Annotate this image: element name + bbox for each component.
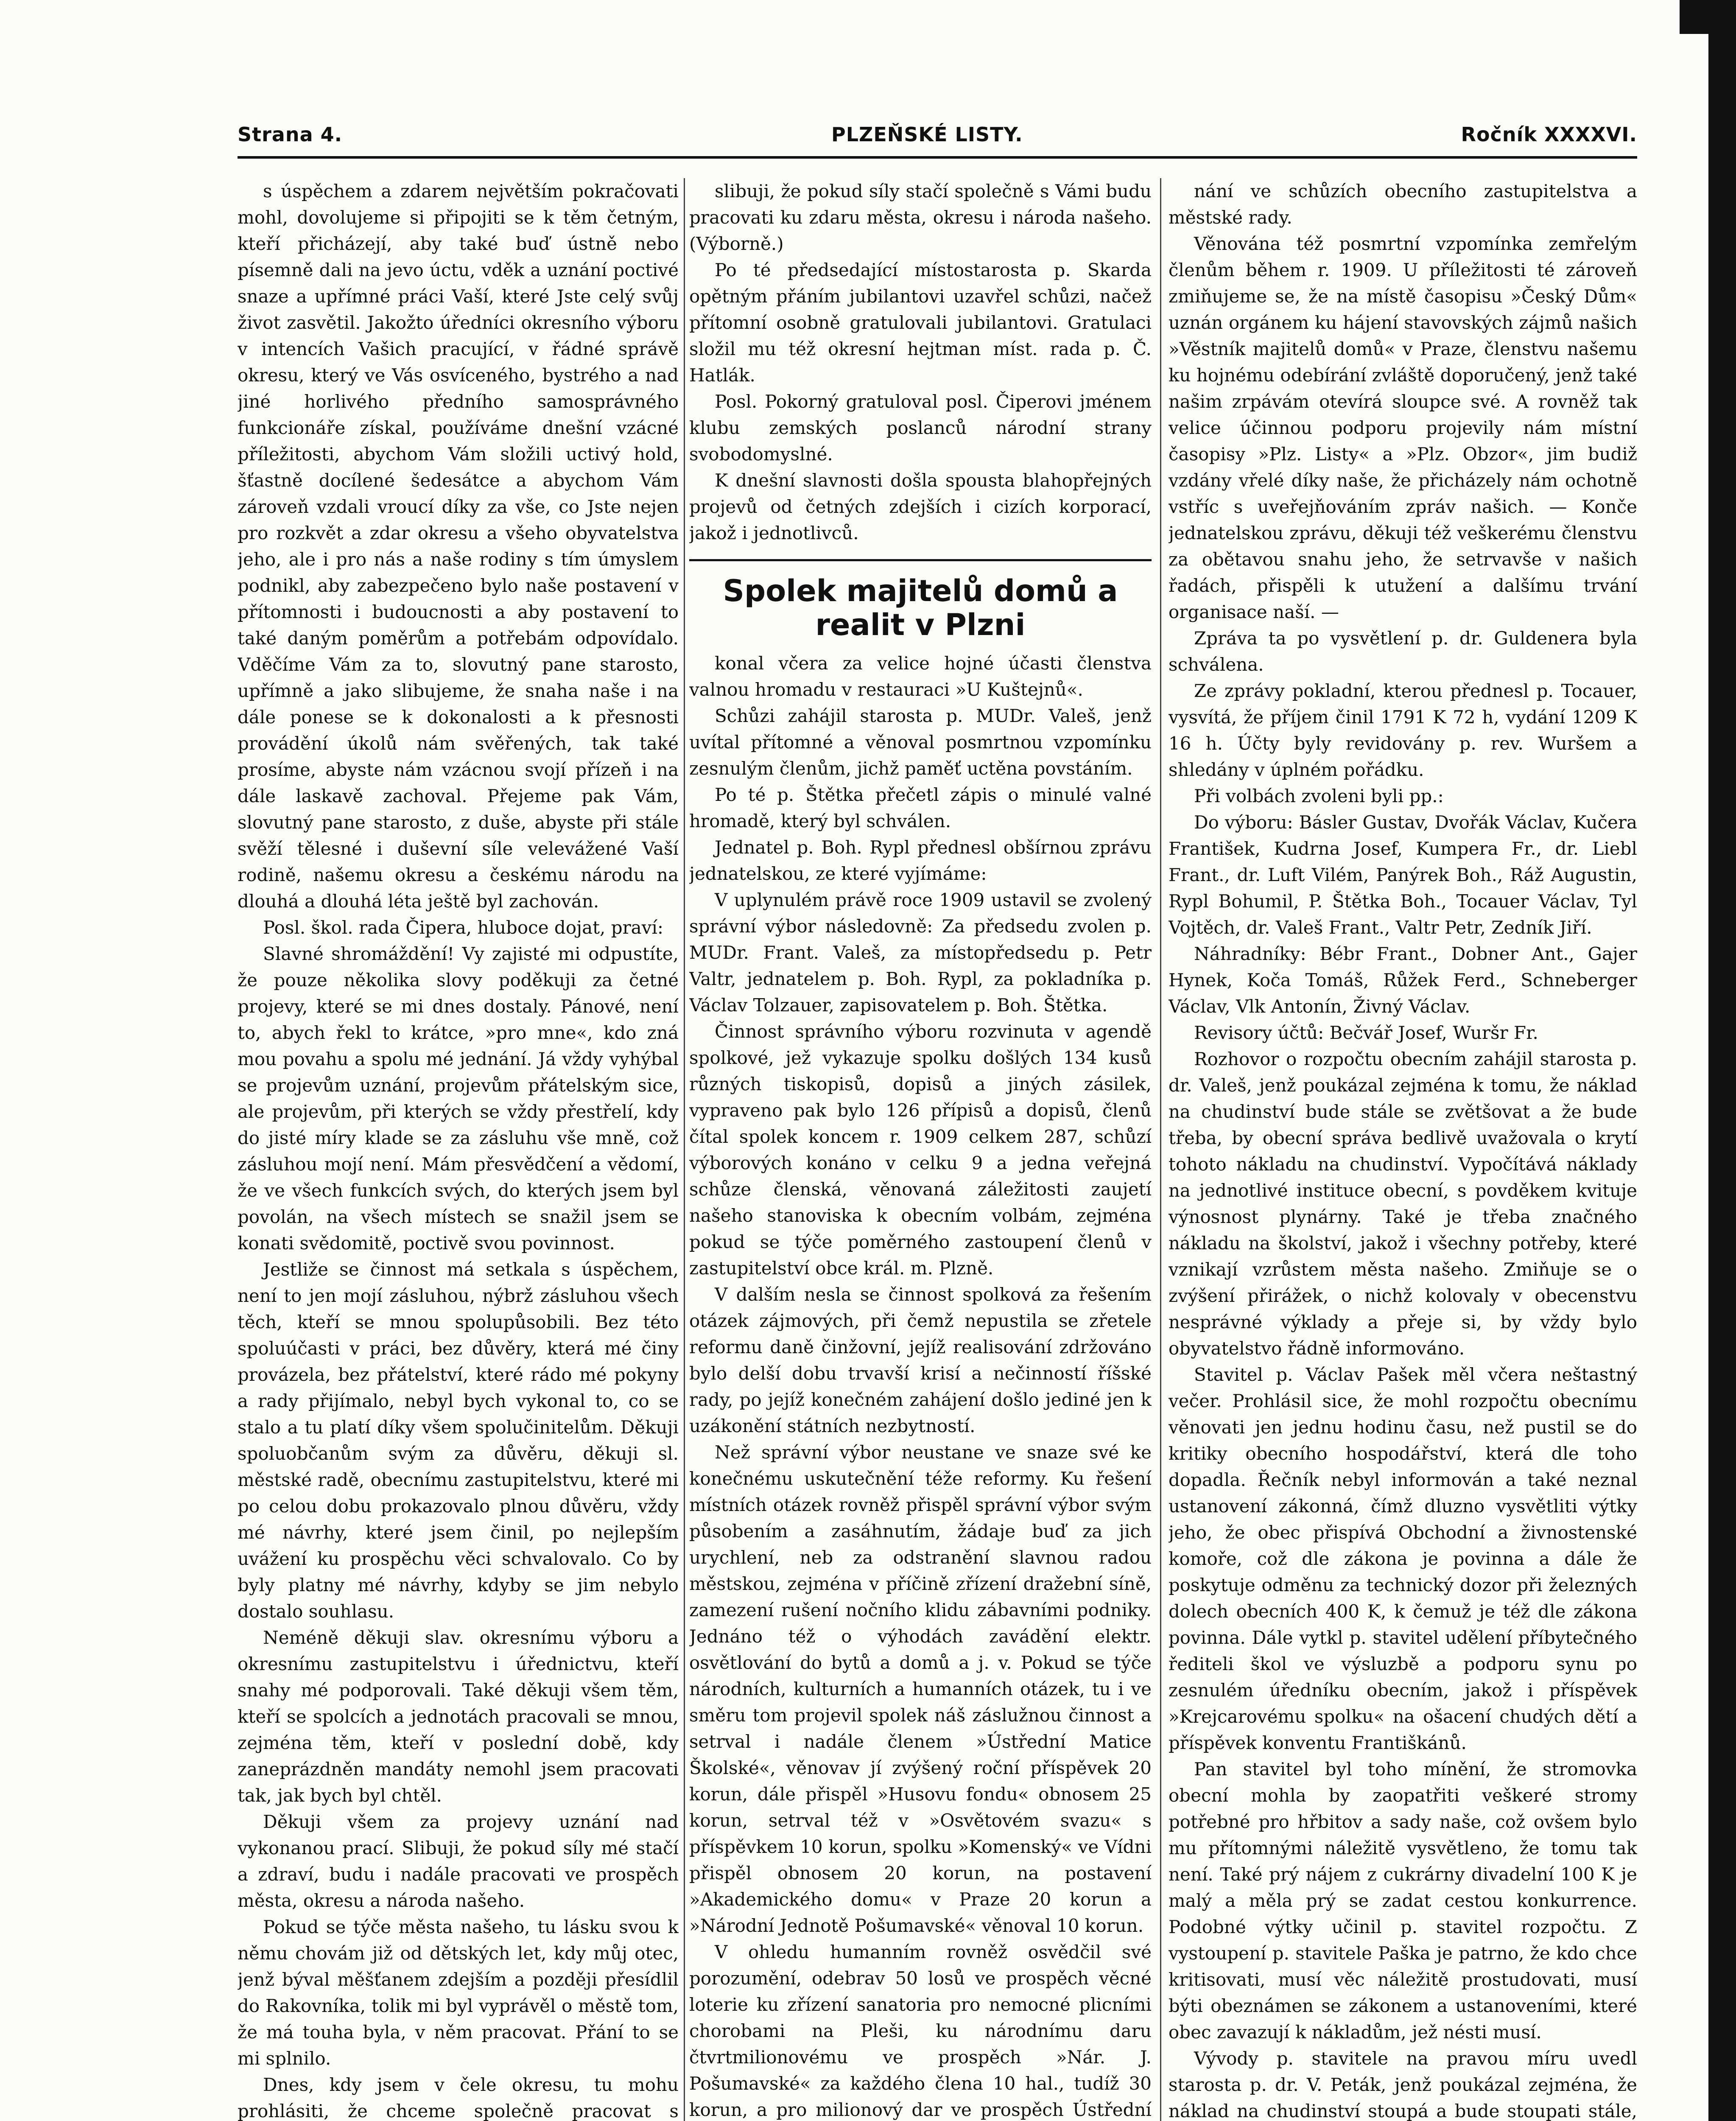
- paragraph: Náhradníky: Bébr Frant., Dobner Ant., Gajer Hynek, Koča Tomáš, Růžek Ferd., Schneberger Václav, Vlk Antonín, Živný Václav.: [1169, 943, 1637, 1017]
- paragraph: Děkuji všem za projevy uznání nad vykonanou prací. Slibuji, že pokud síly mé stačí a zdraví, budu i nadále pracovati ve prospěch města, okresu a národa našeho.: [238, 1811, 679, 1911]
- paragraph: Při volbách zvoleni byli pp.:: [1194, 786, 1444, 806]
- header-rule: [238, 156, 1637, 159]
- column-2: [689, 178, 1152, 2121]
- paragraph: Po té předsedající místostarosta p. Skarda opětným přáním jubilantovi uzavřel schůzi, načež přítomní osobně gratulovali jubilantovi. Gratulaci složil mu též okresní hejtman míst. rada p. Č. Hatlák.: [689, 260, 1152, 386]
- paragraph: nání ve schůzích obecního zastupitelstva a městské rady.: [1169, 181, 1637, 228]
- column-divider: [684, 178, 685, 2121]
- page-header: [238, 123, 1637, 161]
- paragraph: konal včera za velice hojné účasti členstva valnou hromadu v restauraci »U Kuštejnů«.: [689, 653, 1152, 700]
- volume-label: Ročník XXXXVI.: [1461, 123, 1637, 146]
- paragraph: Revisory účtů: Bečvář Josef, Wuršr Fr.: [1194, 1022, 1538, 1043]
- paragraph: Pokud se týče města našeho, tu lásku svou k němu chovám již od dětských let, kdy můj otec, jenž býval měšťanem zdejším a později přesídlil do Rakovníka, tolik mi byl vyprávěl o městě tom, že má touha byla, v něm pracovat. Přání to se mi splnilo.: [238, 1917, 679, 2069]
- paragraph: Jestliže se činnost má setkala s úspěchem, není to jen mojí zásluhou, nýbrž zásluhou všech těch, kteří se mnou spolupůsobili. Bez této spoluúčasti v práci, bez důvěry, která mé činy provázela, bez přátelství, které rádo mé pokyny a rady přijímalo, nebyl bych vykonal to, co se stalo a tu platí díky všem spolučinitelům. Děkuji spoluobčanům svým za důvěru, děkuji sl. městské radě, obecnímu zastupitelstvu, které mi po celou dobu prokazovalo plnou důvěru, vždy mé návrhy, které jsem činil, po nejlepším uvážení ku prospěchu věci schvalovalo. Co by byly platny mé návrhy, kdyby se jim nebylo dostalo souhlasu.: [238, 1259, 679, 1622]
- paragraph: Stavitel p. Václav Pašek měl včera neštastný večer. Prohlásil sice, že mohl rozpočtu obecnímu věnovati jen jednu hodinu času, než pustil se do kritiky obecního hospodářství, která dle toho dopadla. Řečník nebyl informován a také neznal ustanovení zákonná, čímž dluzno vysvětliti výtky jeho, že obec přispívá Obchodní a živnostenské komoře, což dle zákona je povinna a dále že poskytuje odměnu za technický dozor při železných dolech obecních 400 K, k čemuž je též dle zákona povinna. Dále vytkl p. stavitel udělení příbytečného řediteli škol ve výsluzbě a podporu synu po zesnulém úředníku obecním, jakož i příspěvek »Krejcarovému spolku« na ošacení chudých dětí a příspěvek konventu Františkánů.: [1169, 1364, 1637, 1753]
- paragraph: Posl. škol. rada Čipera, hluboce dojat, praví:: [263, 917, 664, 938]
- paragraph: slibuji, že pokud síly stačí společně s Vámi budu pracovati ku zdaru města, okresu i národa našeho. (Výborně.): [689, 181, 1152, 254]
- paragraph: Pan stavitel byl toho mínění, že stromovka obecní mohla by zaopatřiti veškeré stromy potřebné pro hřbitov a sady naše, což ovšem bylo mu přítomnými náležitě vysvětleno, že tomu tak není. Také prý nájem z cukrárny divadelní 100 K je malý a měla prý se zadat cestou konkurrence. Podobné výtky učinil p. stavitel rozpočtu. Z vystoupení p. stavitele Paška je patrno, že kdo chce kritisovati, musí věc náležitě prostudovati, musí býti obeznámen se zákonem a ustanoveními, které obec zavazují k nákladům, jež nésti musí.: [1169, 1759, 1637, 2043]
- paragraph: Než správní výbor neustane ve snaze své ke konečnému uskutečnění téže reformy. Ku řešení místních otázek rovněž přispěl správní výbor svým působením a zasáhnutím, žádaje buď za jich urychlení, neb za odstranění slavnou radou městskou, zejména v příčině zřízení dražební síně, zamezení rušení nočního klidu zábavními podniky. Jednáno též o výhodách zavádění elektr. osvětlování do bytů a domů a j. v. Pokud se týče národních, kulturních a humanních otázek, tu i ve směru tom projevil spolek náš záslužnou činnost a setrval i nadále členem »Ústřední Matice Školské«, věnovav jí zvýšený roční příspěvek 20 korun, dále přispěl »Husovu fondu« obnosem 25 korun, setrval též v »Osvětovém svazu« s příspěvkem 10 korun, spolku »Komenský« ve Vídni přispěl obnosem 20 korun, na postavení »Akademického domu« v Praze 20 korun a »Národní Jednotě Pošumavské« věnoval 10 korun.: [689, 1442, 1152, 1936]
- paragraph: Rozhovor o rozpočtu obecním zahájil starosta p. dr. Valeš, jenž poukázal zejména k tomu, že náklad na chudinství bude stále se zvětšovat a že bude třeba, by obecní správa bedlivě uvažovala o krytí tohoto nákladu na chudinství. Vypočítává náklady na jednotlivé instituce obecní, s povděkem kvituje výnosnost plynárny. Také je třeba značného nákladu na školství, jakož i všechny potřeby, které vznikají vzrůstem města našeho. Zmiňuje se o zvýšení přirážek, o nichž kolovaly v obecenstvu nesprávné výklady a přeje si, by vždy bylo obyvatelstvo řádně informováno.: [1169, 1049, 1637, 1359]
- column-3: [1169, 178, 1637, 2121]
- paragraph: Ze zprávy pokladní, kterou přednesl p. Tocauer, vysvítá, že příjem činil 1791 K 72 h, vydání 1209 K 16 h. Účty byly revidovány p. rev. Wuršem a shledány v úplném pořádku.: [1169, 680, 1637, 780]
- paragraph: Dnes, kdy jsem v čele okresu, tu mohu prohlásiti, že chceme společně pracovat s: [238, 2074, 679, 2121]
- scan-edge: [1708, 0, 1736, 2121]
- paragraph: Vývody p. stavitele na pravou míru uvedl starosta p. dr. V. Peták, jenž poukázal zejména, že náklad na chudinství stoupá a bude stoupati stále,: [1169, 2048, 1637, 2121]
- paragraph: Věnována též posmrtní vzpomínka zemřelým členům během r. 1909. U příležitosti té zároveň zmiňujeme se, že na místě časopisu »Český Dům« uznán orgánem ku hájení stavovských zájmů našich »Věstník majitelů domů« v Praze, členstvu našemu ku hojnému odebírání zvláště doporučený, jenž také našim zrpávám otevírá sloupce své. A rovněž tak velice účinnou podporu projevily nám místní časopisy »Plz. Listy« a »Plz. Obzor«, jim budiž vzdány vřelé díky naše, že přicházely nám ochotně vstříc s uveřejňováním zpráv našich. — Konče jednatelskou zprávu, děkuji též veškerému členstvu za obětavou snahu jeho, že setrvavše v našich řadách, přispěli k utužení a dalšímu trvání organisace naší. —: [1169, 233, 1637, 622]
- paragraph: V dalším nesla se činnost spolková za řešením otázek zájmových, při čemž nepustila se zřetele reformu daně činžovní, jejíž realisování zdržováno bylo delší dobu trvavší krisí a nečinností říšské rady, po jejíž konečném zahájení došlo jediné jen k uzákonění státních nezbytností.: [689, 1284, 1152, 1436]
- paragraph: Činnost správního výboru rozvinuta v agendě spolkové, jež vykazuje spolku došlých 134 kusů různých tiskopisů, dopisů a jiných zásilek, vypraveno pak bylo 126 přípisů a dopisů, členů čítal spolek koncem r. 1909 celkem 287, schůzí výborových konáno v celku 9 a jedna veřejná schůze členská, věnovaná záležitosti zaujetí našeho stanoviska k obecním volbám, zejména pokud se týče poměrného zastoupení členů v zastupitelství obce král. m. Plzně.: [689, 1021, 1152, 1279]
- newspaper-title: PLZEŇSKÉ LISTY.: [831, 123, 1023, 146]
- paragraph: K dnešní slavnosti došla spousta blahopřejných projevů od četných zdejších i cizích korporací, jakož i jednotlivců.: [689, 470, 1152, 543]
- scan-edge: [1680, 0, 1709, 34]
- paragraph: Schůzi zahájil starosta p. MUDr. Valeš, jenž uvítal přítomné a věnoval posmrtnou vzpomínku zesnulým členům, jichž paměť uctěna povstáním.: [689, 705, 1152, 779]
- paragraph: Do výboru: Básler Gustav, Dvořák Václav, Kučera František, Kudrna Josef, Kumpera Fr., dr. Liebl Frant., dr. Luft Vilém, Panýrek Boh., Ráž Augustin, Rypl Bohumil, P. Štětka Boh., Tocauer Václav, Tyl Vojtěch, dr. Valeš Frant., Valtr Petr, Zedník Jiří.: [1169, 812, 1637, 938]
- paragraph: Posl. Pokorný gratuloval posl. Čiperovi jménem klubu zemských poslanců národní strany svobodomyslné.: [689, 391, 1152, 464]
- paragraph: Slavné shromáždění! Vy zajisté mi odpustíte, že pouze několika slovy poděkuji za četné projevy, které se mi dnes dostaly. Pánové, není to, abych řekl to krátce, »pro mne«, kdo zná mou povahu a spolu mé jednání. Já vždy vyhýbal se projevům uznání, projevům přátelským sice, ale projevům, při kterých se vždy přestřelí, kdy do jisté míry klade se za zásluhu vše mně, což zásluhou mojí není. Mám přesvědčení a vědomí, že ve všech funkcích svých, do kterých jsem byl povolán, na všech místech se snažil jsem se konati svědomitě, poctivě svou povinnost.: [238, 943, 679, 1254]
- paragraph: Po té p. Štětka přečetl zápis o minulé valné hromadě, který byl schválen.: [689, 784, 1152, 831]
- page-number: Strana 4.: [238, 123, 343, 146]
- column-divider: [1160, 178, 1161, 2121]
- paragraph: Neméně děkuji slav. okresnímu výboru a okresnímu zastupitelstvu i úřednictvu, kteří snahy mé podporovali. Také děkuji všem těm, kteří se spolcích a jednotách pracovali se mnou, zejména těm, kteří v poslední době, kdy zaneprázdněn mandáty nemohl jsem pracovati tak, jak bych byl chtěl.: [238, 1627, 679, 1806]
- column-1: [238, 178, 679, 2121]
- paragraph: Jednatel p. Boh. Rypl přednesl obšírnou zprávu jednatelskou, ze které vyjímáme:: [689, 837, 1152, 884]
- paragraph: V ohledu humanním rovněž osvědčil své porozumění, odebrav 50 losů ve prospěch věcné loterie ku zřízení sanatoria pro nemocné plicními chorobami na Pleši, ku národnímu daru čtvrtmilionovému ve prospěch »Nár. J. Pošumavské« za každého člena 10 hal., tudíž 30 korun, a pro milionový dar ve prospěch Ústřední: [689, 1942, 1152, 2120]
- article-headline: Spolek majitelů domů a realit v Plzni: [689, 559, 1152, 642]
- paragraph: V uplynulém právě roce 1909 ustavil se zvolený správní výbor následovně: Za předsedu zvolen p. MUDr. Frant. Valeš, za místopředsedu p. Petr Valtr, jednatelem p. Boh. Rypl, za pokladníka p. Václav Tolzauer, zapisovatelem p. Boh. Štětka.: [689, 890, 1152, 1016]
- paragraph: Zpráva ta po vysvětlení p. dr. Guldenera byla schválena.: [1169, 628, 1637, 675]
- paragraph: s úspěchem a zdarem největším pokračovati mohl, dovolujeme si připojiti se k těm četným, kteří přicházejí, aby také buď ústně nebo písemně dali na jevo úctu, vděk a uznání poctivé snaze a upřímné práci Vaší, které Jste celý svůj život zasvětil. Jakožto úředníci okresního výboru v intencích Vašich pracující, v řádné správě okresu, který ve Vás osvíceného, bystrého a nad jiné horlivého předního samosprávného funkcionáře získal, používáme dnešní vzácné příležitosti, abychom Vám složili uctivý hold, šťastně docílené šedesátce a abychom Vám zároveň vzdali vroucí díky za vše, co Jste nejen pro rozkvět a zdar okresu a všeho obyvatelstva jeho, ale i pro nás a naše rodiny s tím úmyslem podnikl, aby zabezpečeno bylo naše postavení v přítomnosti i budoucnosti a aby postavení to také daným poměrům a potřebám odpovídalo. Vděčíme Vám za to, slovutný pane starosto, upřímně a jako slibujeme, že snaha naše i na dále ponese se k dokonalosti a k přesnosti provádění úkolů nám svěřených, tak také prosíme, abyste nám vzácnou svojí přízeň i na dále laskavě zachoval. Přejeme pak Vám, slovutný pane starosto, z duše, abyste při stále svěží tělesné i duševní síle velevážené Vaší rodině, našemu okresu a českému národu na dlouhá a dlouhá léta ještě byl zachován.: [238, 181, 679, 912]
